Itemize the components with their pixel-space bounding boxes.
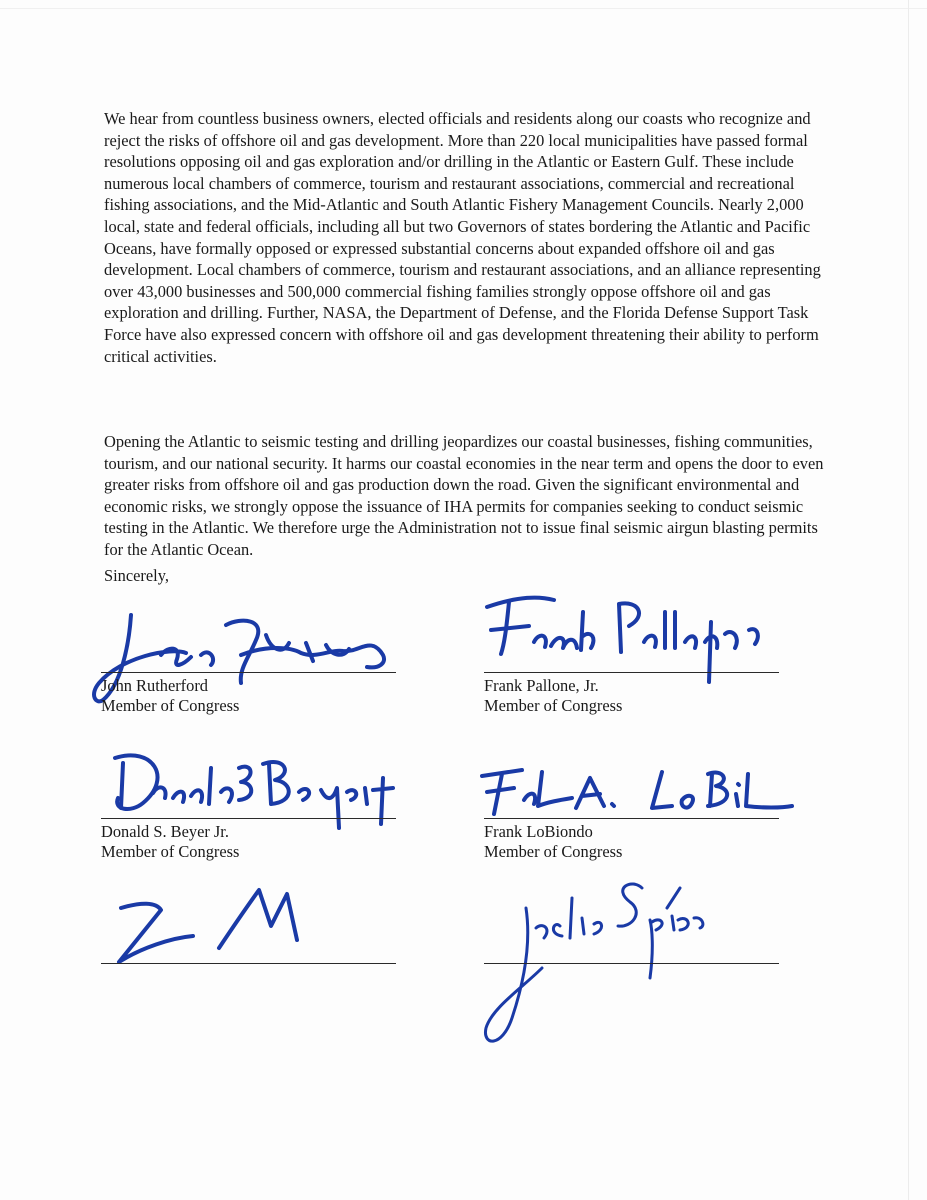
page-edge-right [908, 0, 909, 1200]
signature-line [101, 818, 396, 819]
signer-title: Member of Congress [101, 696, 240, 715]
page-edge-top [0, 8, 927, 9]
signer-name: Frank Pallone, Jr. [484, 676, 599, 695]
signer-name: Frank LoBiondo [484, 822, 593, 841]
signature-block-6 [484, 880, 779, 1060]
closing: Sincerely, [104, 566, 169, 585]
signature-line [484, 672, 779, 673]
signature-line [101, 963, 396, 964]
signature-line [484, 818, 779, 819]
signer-name: Donald S. Beyer Jr. [101, 822, 229, 841]
signature-5 [111, 880, 331, 970]
signer-title: Member of Congress [484, 696, 623, 715]
signature-line [484, 963, 779, 964]
signer-title: Member of Congress [101, 842, 240, 861]
signature-6 [482, 868, 712, 1068]
signer-name: John Rutherford [101, 676, 208, 695]
paragraph-2: Opening the Atlantic to seismic testing and drilling jeopardizes our coastal businesses, fishing communities, tourism, and our national security. It harms our coastal economies in the near term and opens the door to even greater risks from offshore oil and gas production down the road. Given the significant environmental and economic risks, we strongly oppose the issuance of IHA permits for companies seeking to conduct seismic testing in the Atlantic. We therefore urge the Administration not to issue final seismic airgun blasting permits for the Atlantic Ocean. [104, 432, 824, 559]
signature-line [101, 672, 396, 673]
paragraph-1: We hear from countless business owners, elected officials and residents along our coasts who recognize and reject the risks of offshore oil and gas development. More than 220 local municipalities have passed formal resolutions opposing oil and gas exploration and/or drilling in the Atlantic or Eastern Gulf. These include numerous local chambers of commerce, tourism and restaurant associations, commercial and recreational fishing associations, and the Mid-Atlantic and South Atlantic Fishery Management Councils. Nearly 2,000 local, state and federal officials, including all but two Governors of states bordering the Atlantic and Pacific Oceans, have formally opposed or expressed substantial concerns about expanded offshore oil and gas development. Local chambers of commerce, tourism and restaurant associations, and an alliance representing over 43,000 businesses and 500,000 commercial fishing families strongly oppose offshore oil and gas exploration and drilling. Further, NASA, the Department of Defense, and the Florida Defense Support Task Force have also expressed concern with offshore oil and gas development threatening their ability to perform critical activities. [104, 109, 821, 366]
signer-title: Member of Congress [484, 842, 623, 861]
signature-block-5 [101, 880, 396, 1060]
